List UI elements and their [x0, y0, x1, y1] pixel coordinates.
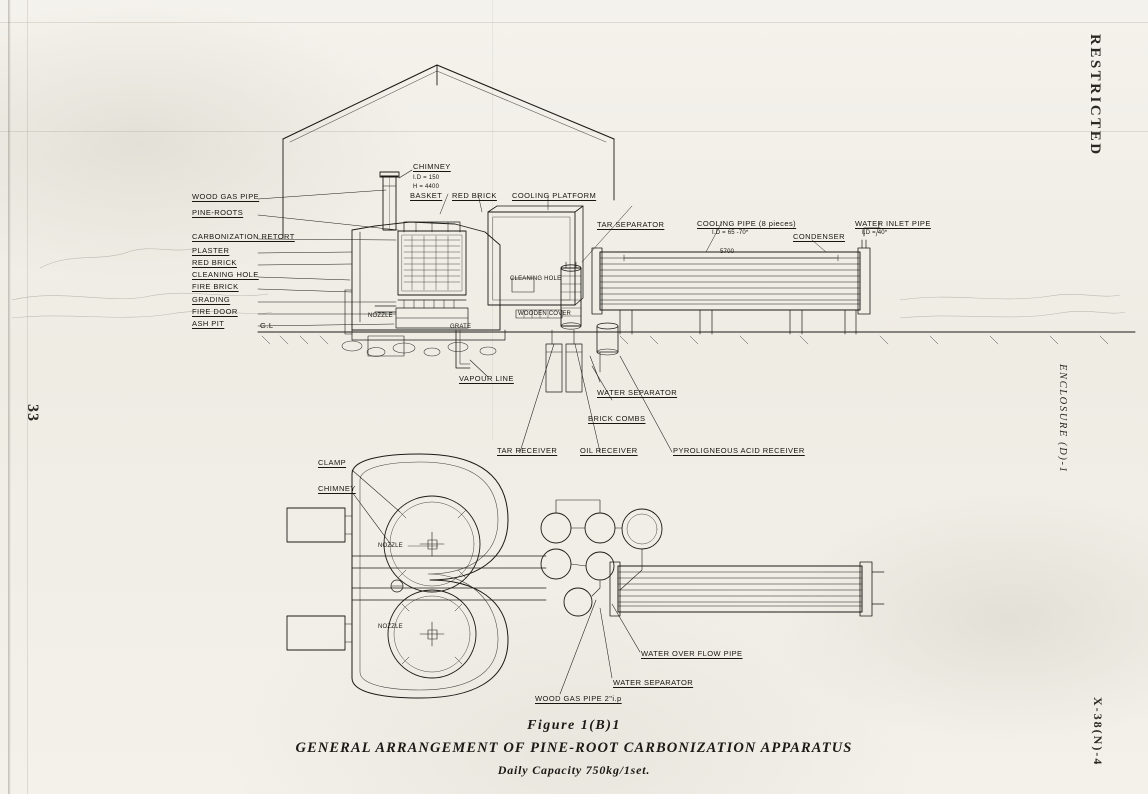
figure-caption: [0, 718, 1148, 778]
label-water-separator-plan: WATER SEPARATOR: [613, 678, 694, 687]
label-chimney-plan: CHIMNEY: [318, 484, 356, 493]
label-brick-combs: BRICK COMBS: [588, 414, 646, 423]
label-nozzle-elevation: NOZZLE: [368, 313, 393, 319]
label-nozzle-plan-lower: NOZZLE: [378, 624, 403, 630]
label-tar-receiver: TAR RECEIVER: [497, 446, 558, 455]
label-cleaning-hole-platform: CLEANING HOLE: [510, 276, 562, 282]
label-red-brick-top: RED BRICK: [452, 191, 497, 200]
label-water-inlet-id: I.D = 40*: [862, 230, 888, 236]
label-chimney-id: I.D = 150: [413, 175, 440, 181]
label-carbonization-retort: CARBONIZATION RETORT: [192, 232, 295, 241]
label-wood-gas-pipe: WOOD GAS PIPE: [192, 192, 260, 201]
label-ash-pit: ASH PIT: [192, 319, 225, 328]
label-water-over-flow-pipe: WATER OVER FLOW PIPE: [641, 649, 743, 658]
label-cooling-pipe: COOLING PIPE (8 pieces): [697, 219, 797, 228]
label-water-inlet-pipe: WATER INLET PIPE: [855, 219, 931, 228]
label-fire-door: FIRE DOOR: [192, 307, 238, 316]
label-water-separator-elevation: WATER SEPARATOR: [597, 388, 678, 397]
label-vapour-line: VAPOUR LINE: [459, 374, 514, 383]
page-number: 33: [24, 404, 41, 422]
label-tar-separator: TAR SEPARATOR: [597, 220, 665, 229]
label-grate: GRATE: [450, 324, 472, 330]
enclosure-marking: ENCLOSURE (D)-1: [1057, 364, 1068, 474]
label-fire-brick: FIRE BRICK: [192, 282, 239, 291]
classification-marking: RESTRICTED: [1087, 34, 1103, 157]
label-pyroligneous-acid-receiver: PYROLIGNEOUS ACID RECEIVER: [673, 446, 805, 455]
label-cleaning-hole: CLEANING HOLE: [192, 270, 259, 279]
label-wooden-cover: WOODEN COVER: [518, 311, 572, 317]
label-pine-roots: PINE-ROOTS: [192, 208, 244, 217]
label-red-brick: RED BRICK: [192, 258, 237, 267]
figure-subtitle: Daily Capacity 750kg/1set.: [497, 763, 651, 777]
label-wood-gas-pipe-plan: WOOD GAS PIPE 2"i.p: [535, 694, 622, 703]
label-chimney-height: H = 4400: [413, 184, 440, 190]
label-ground-line: G.L: [260, 321, 274, 330]
label-grading: GRADING: [192, 295, 231, 304]
label-chimney-elevation: CHIMNEY: [413, 162, 451, 171]
label-basket: BASKET: [410, 191, 443, 200]
document-number: X-38(N)-4: [1091, 697, 1105, 767]
label-nozzle-plan-upper: NOZZLE: [378, 543, 403, 549]
label-dimension-5700: 5700: [720, 249, 735, 255]
label-plaster: PLASTER: [192, 246, 230, 255]
label-condenser: CONDENSER: [793, 232, 845, 241]
figure-number: Figure 1(B)1: [527, 718, 621, 733]
label-clamp: CLAMP: [318, 458, 347, 467]
label-cooling-pipe-id: I.D = 65 -70*: [712, 230, 749, 236]
label-cooling-platform: COOLING PLATFORM: [512, 191, 597, 200]
figure-title: GENERAL ARRANGEMENT OF PINE-ROOT CARBONIZATION APPARATUS: [295, 740, 853, 756]
label-oil-receiver: OIL RECEIVER: [580, 446, 638, 455]
